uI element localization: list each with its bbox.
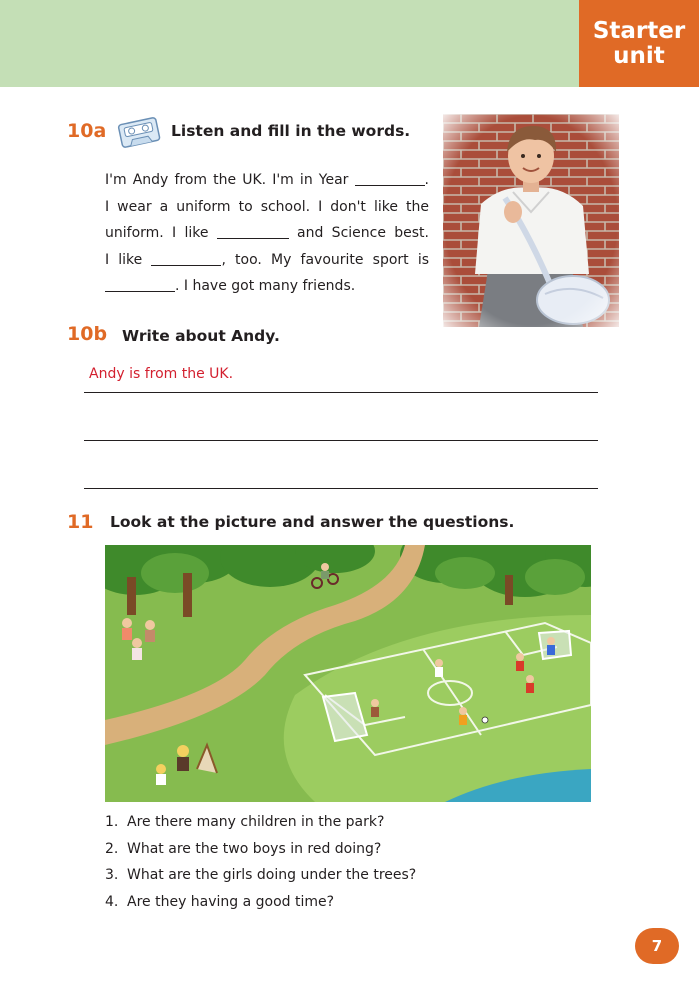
- fill-blank-1[interactable]: [355, 170, 425, 186]
- paragraph-line-3: [105, 220, 429, 247]
- text-segment: .: [424, 172, 429, 188]
- writing-line-2[interactable]: [84, 440, 598, 441]
- text-segment: , too. My favourite sport is: [221, 252, 429, 268]
- boy-photo: [443, 114, 619, 327]
- paragraph-line-2: I wear a uniform to school. I don't like the: [105, 199, 429, 215]
- section-10a-number: 10a: [67, 120, 107, 142]
- question-number: 1.: [105, 814, 119, 830]
- paragraph-line-5: [105, 273, 429, 300]
- example-answer: Andy is from the UK.: [89, 366, 234, 382]
- page-number: 7: [635, 928, 679, 964]
- writing-line-3[interactable]: [84, 488, 598, 489]
- fill-blank-2[interactable]: [217, 223, 289, 239]
- fill-blank-4[interactable]: [105, 276, 175, 292]
- question-text: Are there many children in the park?: [127, 814, 385, 830]
- section-11-number: 11: [67, 511, 94, 533]
- header-band: [0, 0, 579, 87]
- question-3: [105, 867, 416, 883]
- park-illustration: [105, 545, 591, 802]
- fill-blank-3[interactable]: [151, 250, 221, 266]
- section-11-title: Look at the picture and answer the questions.: [110, 513, 515, 531]
- text-segment: and Science best.: [288, 225, 429, 241]
- question-2: [105, 841, 381, 857]
- paragraph-line-1: [105, 167, 429, 194]
- text-segment: I'm Andy from the UK. I'm in Year: [105, 172, 355, 188]
- text-segment: uniform. I like: [105, 225, 217, 241]
- section-10a-title: Listen and fill in the words.: [171, 122, 411, 140]
- text-segment: . I have got many friends.: [175, 278, 356, 294]
- text-segment: I like: [105, 252, 152, 268]
- question-number: 2.: [105, 841, 119, 857]
- writing-line-1[interactable]: [84, 392, 598, 393]
- cassette-tape-icon: [115, 114, 163, 150]
- unit-tab-line2: unit: [613, 42, 665, 69]
- section-10b-number: 10b: [67, 323, 108, 345]
- question-text: Are they having a good time?: [127, 894, 335, 910]
- question-number: 3.: [105, 867, 119, 883]
- paragraph-line-4: [105, 247, 429, 274]
- question-text: What are the two boys in red doing?: [127, 841, 382, 857]
- question-text: What are the girls doing under the trees?: [127, 867, 417, 883]
- question-1: [105, 814, 384, 830]
- question-4: [105, 894, 334, 910]
- unit-tab-line1: Starter: [592, 17, 686, 44]
- question-number: 4.: [105, 894, 119, 910]
- section-10b-title: Write about Andy.: [122, 327, 280, 345]
- unit-tab: [579, 0, 699, 87]
